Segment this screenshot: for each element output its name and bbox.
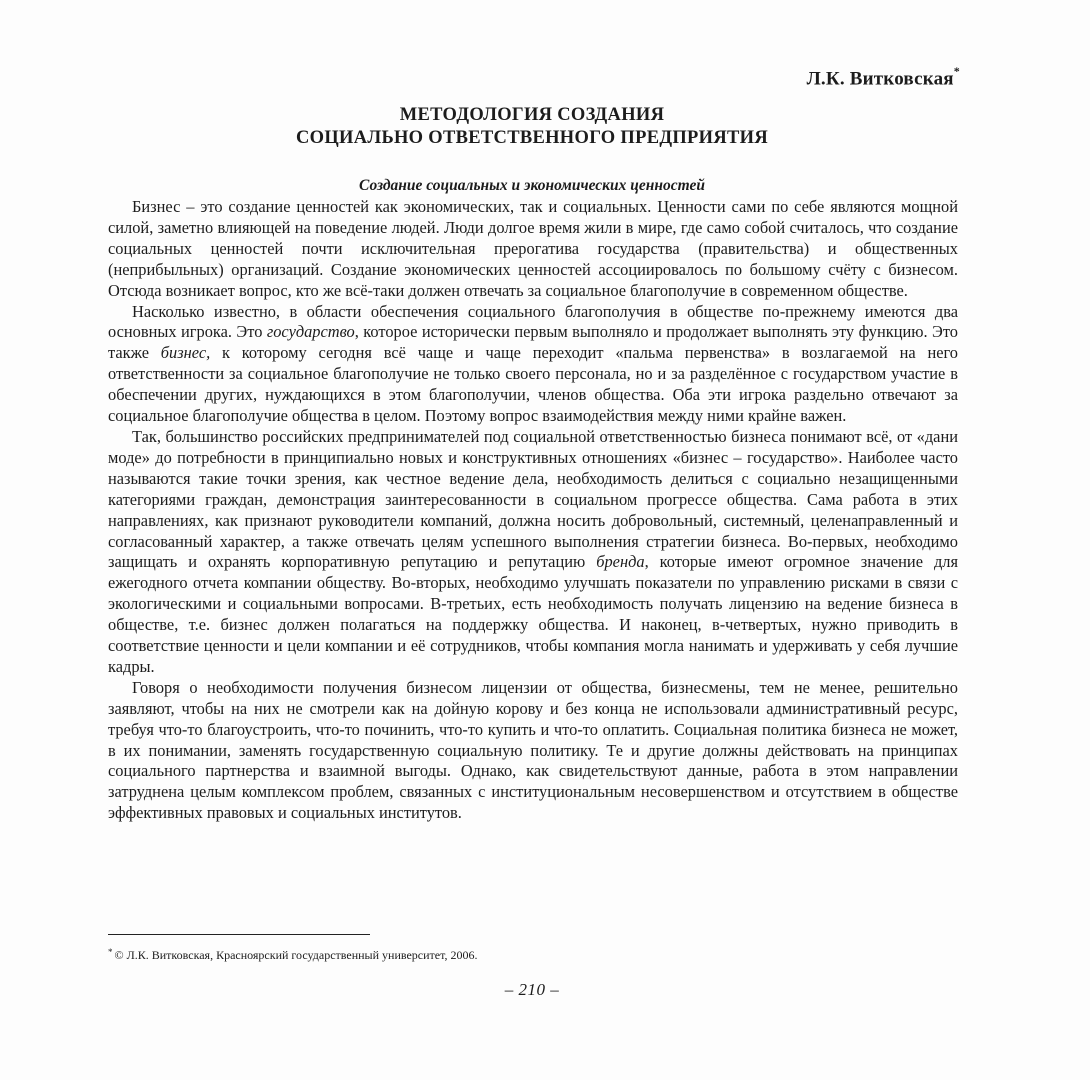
paragraph-3 bbox=[108, 427, 958, 678]
paragraph-2-text-a: Насколько известно, в области обеспечения социального благополучия в обществе по-прежнему имеются два основных игрока. Это bbox=[108, 301, 958, 342]
article-title-line-2: СОЦИАЛЬНО ОТВЕТСТВЕННОГО ПРЕДПРИЯТИЯ bbox=[295, 128, 769, 148]
paragraph-2-emphasis-state: государство bbox=[266, 322, 355, 342]
article-body bbox=[108, 197, 958, 824]
article-title bbox=[108, 104, 956, 150]
footnote bbox=[108, 944, 477, 963]
paragraph-1: Бизнес – это создание ценностей как экономических, так и социальных. Ценности сами по себе являются мощной силой, заметно влияющей на поведение людей. Люди долгое время жили в мире, где само собой считалось, что создание социальных ценностей почти исключительная прерогатива государства (правительства) и общественных (неприбыльных) организаций. Создание экономических ценностей ассоциировалось по большому счёту с бизнесом. Отсюда возникает вопрос, кто же всё-таки должен отвечать за социальное благополучие в современном обществе. bbox=[108, 197, 958, 300]
author-name bbox=[807, 66, 960, 90]
author-name-text: Л.К. Витковская bbox=[806, 68, 954, 90]
section-heading: Создание социальных и экономических ценностей bbox=[359, 177, 705, 194]
paragraph-2-text-e: к которому сегодня всё чаще и чаще переходит «пальма первенства» в возлагаемой на него ответственности за социальное благополучие не только своего персонала, но и за разделённое с государством участие в обеспечении других, нуждающихся в этом благополучии, членов общества. Оба эти игрока раздельно отвечают за социальное благополучие общества в целом. Поэтому вопрос взаимодействия между ними крайне важен. bbox=[108, 343, 959, 426]
paragraph-3-text-a: Так, большинство российских предпринимателей под социальной ответственностью бизнеса понимают всё, от «дани моде» до потребности в принципиально новых и конструктивных отношениях «бизнес – государство». Наиболее часто называются такие точки зрения, как честное ведение дела, необходимость делиться с социально незащищенными категориями граждан, демонстрация заинтересованности в социальном прогрессе общества. Сама работа в этих направлениях, как признают руководители компаний, должна носить добровольный, системный, целенаправленный и согласованный характер, а также отвечать целям успешного выполнения стратегии бизнеса. Во-первых, необходимо защищать и охранять корпоративную репутацию и репутацию bbox=[108, 426, 958, 572]
paragraph-3-emphasis-brand: бренда bbox=[596, 552, 645, 572]
footnote-mark: * bbox=[108, 947, 113, 957]
footnote-divider bbox=[108, 934, 370, 935]
footnote-text: © Л.К. Витковская, Красноярский государственный университет, 2006. bbox=[114, 948, 478, 962]
page-number: – 210 – bbox=[504, 980, 560, 999]
author-footnote-mark: * bbox=[953, 64, 960, 78]
paragraph-2-text-c: , которое исторически первым выполняло и продолжает выполнять эту функцию. Это также bbox=[108, 322, 959, 363]
paragraph-4: Говоря о необходимости получения бизнесом лицензии от общества, бизнесмены, тем не менее, решительно заявляют, чтобы на них не смотрели как на дойную корову и без конца не использовали административный ресурс, требуя что-то благоустроить, что-то починить, что-то купить и что-то оплатить. Социальная политика бизнеса не может, в их понимании, заменять государственную социальную политику. Те и другие должны действовать на принципах социального партнерства и взаимной выгоды. Однако, как свидетельствуют данные, работа в этом направлении затруднена целым комплексом проблем, связанных с институциональным несовершенством и отсутствием в обществе эффективных правовых и социальных институтов. bbox=[108, 677, 958, 823]
article-title-line-1: МЕТОДОЛОГИЯ СОЗДАНИЯ bbox=[399, 105, 665, 125]
paragraph-2 bbox=[108, 302, 958, 427]
paragraph-2-emphasis-business: бизнес, bbox=[160, 343, 211, 363]
paragraph-3-text-c: , которые имеют огромное значение для ежегодного отчета компании обществу. Во-вторых, необходимо улучшать показатели по управлению рисками в связи с экологическими и социальными вопросами. В-третьих, есть необходимость получать лицензию на ведение бизнеса в обществе, т.е. бизнес должен полагаться на поддержку общества. И наконец, в-четвертых, нужно приводить в соответствие ценности и цели компании и её сотрудников, чтобы компания могла нанимать и удерживать у себя лучшие кадры. bbox=[108, 552, 959, 676]
